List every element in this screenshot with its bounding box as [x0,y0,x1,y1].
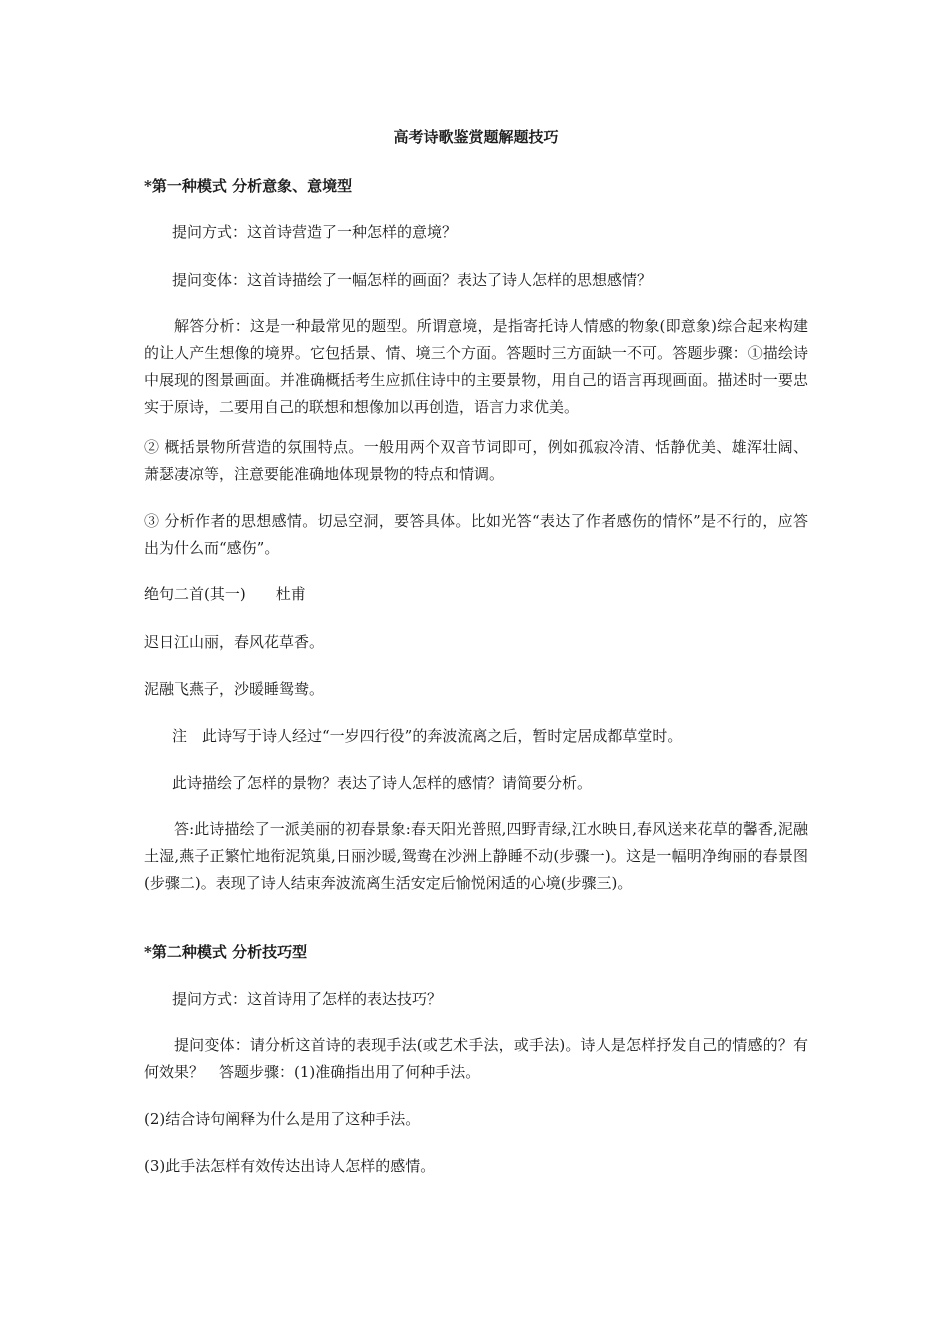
section2-step2: (2)结合诗句阐释为什么是用了这种手法。 [144,1110,421,1128]
poem-author: 杜甫 [275,585,306,603]
section2-heading: *第二种模式 分析技巧型 [144,943,308,961]
section1-analysis: 解答分析：这是一种最常见的题型。所谓意境，是指寄托诗人情感的物象(即意象)综合起来构建的让人产生想像的境界。它包括景、情、境三个方面。答题时三方面缺一不可。答题步骤：①描绘诗中展现的图景画面。并准确概括考生应抓住诗中的主要景物，用自己的语言再现画面。描述时一要忠实于原诗，二要用自己的联想和想像加以再创造，语言力求优美。 [144,317,808,416]
section1-ask: 提问方式：这首诗营造了一种怎样的意境？ [172,223,458,241]
section1-heading: *第一种模式 分析意象、意境型 [144,177,353,195]
section2-step3: (3)此手法怎样有效传达出诗人怎样的感情。 [144,1157,436,1175]
section1-variant: 提问变体：这首诗描绘了一幅怎样的画面？表达了诗人怎样的思想感情？ [172,271,653,289]
section1-step2: ② 概括景物所营造的氛围特点。一般用两个双音节词即可，例如孤寂冷清、恬静优美、雄浑壮阔、萧瑟凄凉等，注意要能准确地体现景物的特点和情调。 [144,438,808,483]
poem-note: 注 此诗写于诗人经过“一岁四行役”的奔波流离之后，暂时定居成都草堂时。 [172,727,683,745]
section2-variant: 提问变体：请分析这首诗的表现手法(或艺术手法，或手法)。诗人是怎样抒发自己的情感的？有何效果？ 答题步骤：(1)准确指出用了何种手法。 [144,1036,808,1081]
poem-heading [144,584,306,604]
document-title: 高考诗歌鉴赏题解题技巧 [393,128,559,146]
poem-question: 此诗描绘了怎样的景物？表达了诗人怎样的感情？请简要分析。 [172,774,593,792]
poem-title: 绝句二首(其一) [144,585,246,603]
poem-line-2: 泥融飞燕子，沙暖睡鸳鸯。 [144,680,325,698]
section2-ask: 提问方式：这首诗用了怎样的表达技巧？ [172,990,443,1008]
poem-answer: 答:此诗描绘了一派美丽的初春景象:春天阳光普照,四野青绿,江水映日,春风送来花草的馨香,泥融土湿,燕子正繁忙地衔泥筑巢,日丽沙暖,鸳鸯在沙洲上静睡不动(步骤一)。这是一幅明净绚丽的春景图(步骤二)。表现了诗人结束奔波流离生活安定后愉悦闲适的心境(步骤三)。 [144,820,808,892]
poem-line-1: 迟日江山丽，春风花草香。 [144,633,325,651]
section1-step3: ③ 分析作者的思想感情。切忌空洞，要答具体。比如光答“表达了作者感伤的情怀”是不行的，应答出为什么而“感伤”。 [144,512,808,557]
